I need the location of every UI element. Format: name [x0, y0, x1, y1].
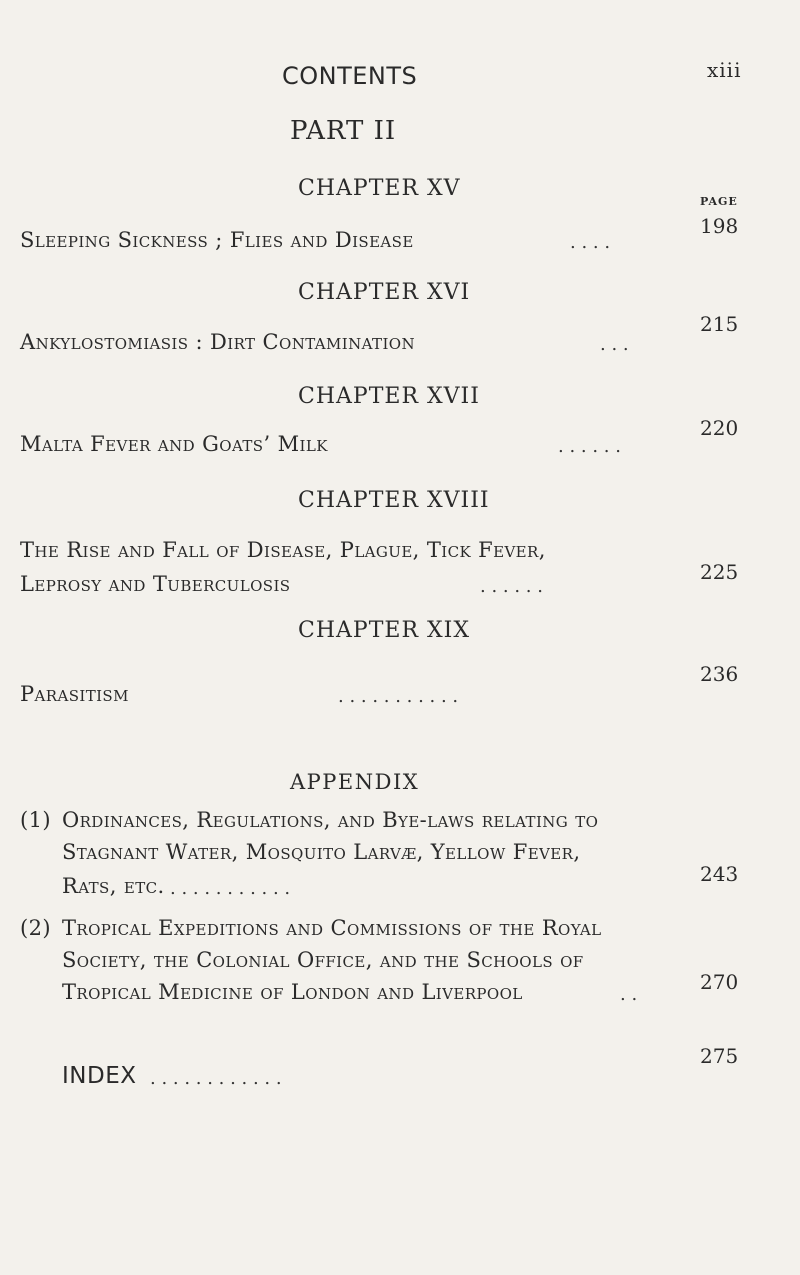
- toc-entry: Sleeping Sickness ; Flies and Disease: [20, 228, 414, 252]
- page-number: 225: [700, 560, 739, 584]
- page-number: 198: [700, 214, 739, 238]
- chapter-heading: CHAPTER XIX: [298, 618, 471, 643]
- appendix-entry: Ordinances, Regulations, and Bye-laws relating to: [62, 808, 599, 832]
- leader-dots: . . . . . .: [558, 436, 621, 457]
- appendix-entry: Tropical Expeditions and Commissions of the Royal: [62, 916, 602, 940]
- chapter-heading: CHAPTER XVI: [298, 280, 471, 305]
- index-entry: INDEX: [62, 1063, 137, 1089]
- running-header-page-number: xiii: [707, 58, 742, 82]
- appendix-entry-continuation: Rats, etc.: [62, 874, 165, 898]
- leader-dots: . . . . . . . . . . .: [338, 686, 459, 707]
- appendix-entry-continuation: Stagnant Water, Mosquito Larvæ, Yellow Fever,: [62, 840, 581, 864]
- appendix-entry-continuation: Tropical Medicine of London and Liverpool: [62, 980, 523, 1004]
- appendix-item-number: (2): [20, 916, 51, 940]
- part-title: PART II: [290, 116, 397, 146]
- page-number: 270: [700, 970, 739, 994]
- chapter-heading: CHAPTER XV: [298, 176, 461, 201]
- page-number: 243: [700, 862, 739, 886]
- page-number: 215: [700, 312, 739, 336]
- appendix-heading: APPENDIX: [290, 770, 420, 794]
- toc-entry: The Rise and Fall of Disease, Plague, Tick Fever,: [20, 538, 546, 562]
- page-number: 220: [700, 416, 739, 440]
- page-number: 275: [700, 1044, 739, 1068]
- leader-dots: . . . . . .: [480, 576, 543, 597]
- leader-dots: . . . . . . . . . . .: [170, 878, 291, 899]
- page-column-label: PAGE: [700, 195, 738, 208]
- toc-entry: Parasitism: [20, 682, 129, 706]
- appendix-entry-continuation: Society, the Colonial Office, and the Schools of: [62, 948, 584, 972]
- leader-dots: . . . .: [570, 232, 611, 253]
- running-header-title: CONTENTS: [282, 62, 418, 90]
- chapter-heading: CHAPTER XVIII: [298, 488, 490, 513]
- leader-dots: . . .: [600, 334, 629, 355]
- leader-dots: . . . . . . . . . . . .: [150, 1068, 282, 1089]
- toc-entry: Malta Fever and Goats’ Milk: [20, 432, 328, 456]
- chapter-heading: CHAPTER XVII: [298, 384, 480, 409]
- appendix-item-number: (1): [20, 808, 51, 832]
- toc-entry: Ankylostomiasis : Dirt Contamination: [20, 330, 416, 354]
- toc-entry-continuation: Leprosy and Tuberculosis: [20, 572, 291, 596]
- page-number: 236: [700, 662, 739, 686]
- leader-dots: . .: [620, 984, 638, 1005]
